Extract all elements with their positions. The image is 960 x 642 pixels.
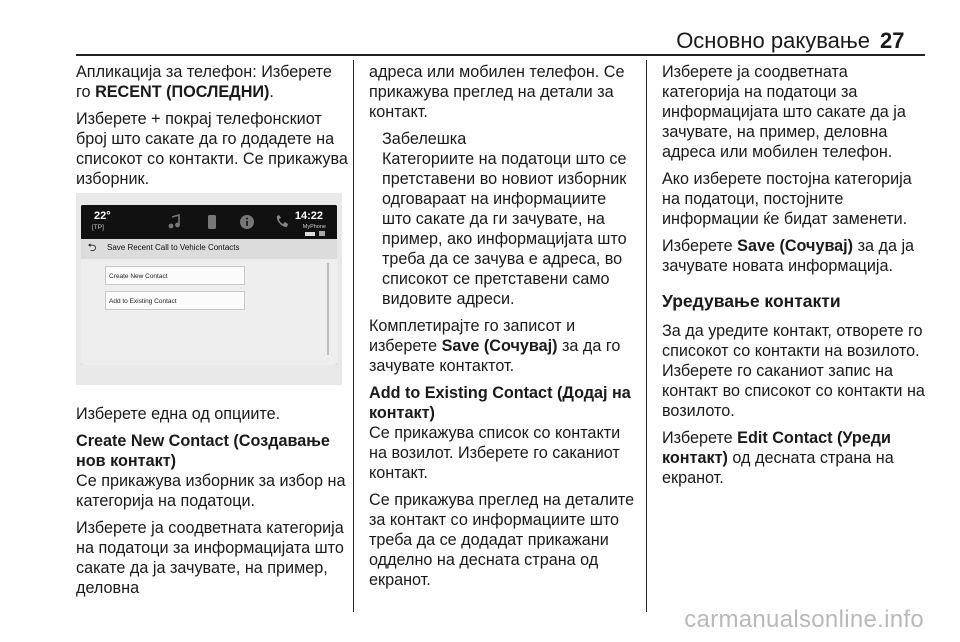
paragraph: Апликација за телефон: Изберете го RECENT (ПОСЛЕДНИ). [76, 63, 332, 101]
header-rule [76, 54, 925, 56]
paragraph: Изберете + покрај телефонскиот број што сакате да го додадете на списокот со контакти. Се прикажува изборник. [76, 110, 348, 188]
paragraph: Се прикажува список со контакти на возилот. Изберете го саканиот контакт. [369, 424, 621, 482]
subheading: Create New Contact (Создавање нов контакт) [76, 432, 330, 470]
page-number: 27 [880, 28, 905, 53]
bold-term: Edit Contact (Уреди контакт) [662, 429, 891, 467]
info-icon[interactable] [238, 214, 256, 230]
column-2 [369, 62, 637, 597]
bold-term: Save (Сочувај) [441, 337, 558, 355]
create-new-contact-option[interactable]: Create New Contact [105, 266, 245, 285]
watermark: carmanualsonline.info [684, 606, 924, 633]
phone-icon[interactable] [203, 214, 221, 230]
note-box [369, 129, 637, 309]
note-text: Категориите на податоци што се претставени во новиот изборник одговараат на информациите што сакате да ги зачувате, на пример, ако информацијата што треба да се зачува е адреса, во списокот се претставени само видовите адреси. [382, 150, 627, 308]
column-divider-1 [353, 60, 354, 612]
header-title: Основно ракување [676, 28, 870, 53]
clock-label: 14:22 [294, 210, 323, 222]
status-bar [81, 205, 337, 239]
paragraph: Се прикажува преглед на деталите за контакт со информациите што треба да се додадат прикажани одделно на десната страна од екранот. [369, 491, 635, 589]
bold-term: RECENT (ПОСЛЕДНИ) [95, 83, 270, 101]
battery-icon [305, 232, 315, 236]
phone-app-icon[interactable] [273, 214, 291, 230]
phone-name-label: MyPhone [302, 224, 326, 230]
note-title: Забелешка [382, 130, 467, 148]
paragraph: Изберете ја соодветната категорија на податоци за информацијата што сакате да ја зачувате, на пример, деловна адреса или мобилен телефон. [662, 63, 906, 161]
paragraph: Комплетирајте го записот и изберете Save (Сочувај) за да го зачувате контактот. [369, 317, 621, 375]
paragraph: За да уредите контакт, отворете го списокот со контакти на возилото. Изберете го саканиот запис на контакт во списокот со контакти на возилото. [662, 322, 925, 420]
temperature-sub-label: [TP] [92, 224, 104, 231]
paragraph: Изберете Save (Сочувај) за да ја зачувате новата информација. [662, 237, 915, 275]
column-1 [76, 62, 348, 196]
add-to-existing-contact-option[interactable]: Add to Existing Contact [105, 291, 245, 310]
scrollbar[interactable] [327, 263, 329, 355]
music-note-icon[interactable] [165, 214, 183, 230]
menu-title: Save Recent Call to Vehicle Contacts [107, 243, 240, 252]
signal-icon [319, 231, 325, 236]
temperature-label: 22° [94, 210, 111, 222]
column-divider-2 [646, 60, 647, 612]
menu-content [81, 239, 337, 365]
subheading: Add to Existing Contact (Додај на контакт) [369, 384, 631, 422]
paragraph: Изберете Edit Contact (Уреди контакт) од десната страна на екранот. [662, 429, 894, 487]
paragraph: Изберете една од опциите. [76, 405, 281, 423]
paragraph: адреса или мобилен телефон. Се прикажува преглед на детали за контакт. [369, 63, 625, 121]
paragraph: Изберете ја соодветната категорија на податоци за информацијата што сакате да ја зачувате, на пример, деловна [76, 519, 344, 597]
display-screen [81, 205, 337, 365]
paragraph: Се прикажува изборник за избор на категорија на податоци. [76, 472, 346, 510]
column-1-lower [76, 404, 348, 605]
bold-term: Save (Сочувај) [737, 237, 854, 255]
infotainment-screenshot [76, 193, 342, 385]
menu-header [81, 239, 337, 259]
back-icon[interactable]: ⮌ [87, 242, 97, 254]
paragraph: Ако изберете постојна категорија на податоци, постојните информации ќе бидат заменети. [662, 170, 912, 228]
section-title: Уредување контакти [662, 291, 841, 311]
column-3 [662, 62, 928, 495]
